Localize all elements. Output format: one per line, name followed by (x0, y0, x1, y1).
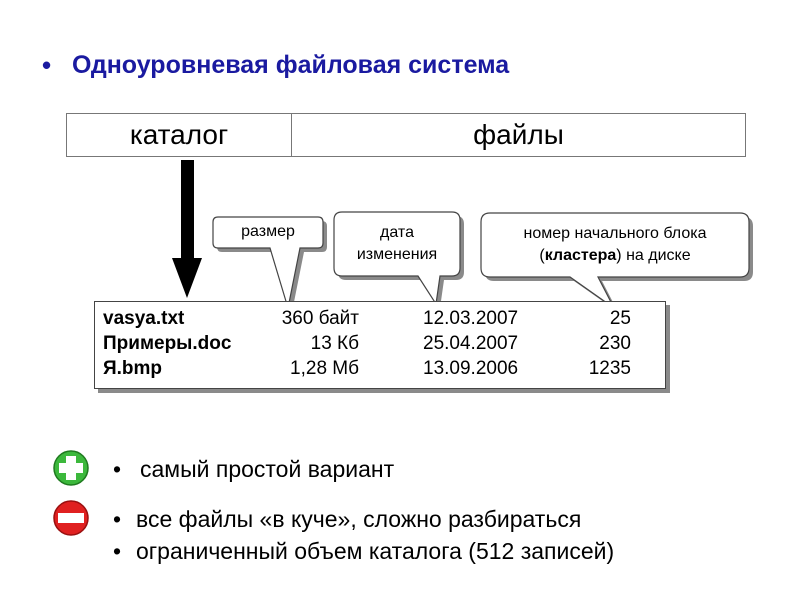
file-date: 25.04.2007 (423, 333, 519, 354)
file-row (95, 333, 665, 357)
con-text: все файлы «в куче», сложно разбираться (136, 506, 582, 532)
file-listing (94, 301, 666, 389)
date-callout-line2: изменения (356, 246, 438, 263)
file-size: 1,28 Мб (290, 358, 359, 379)
block-callout-rest: ) на диске (616, 247, 691, 264)
con-bullet: • (113, 506, 122, 532)
con-bullet: • (113, 538, 122, 564)
title-bullet: • (42, 50, 52, 80)
file-date: 12.03.2007 (423, 308, 519, 329)
pro-bullet: • (113, 456, 122, 482)
minus-circle-icon (54, 501, 88, 535)
file-size: 360 байт (281, 308, 359, 329)
pro-text: самый простой вариант (140, 456, 395, 482)
block-callout-line1: номер начального блока (523, 225, 707, 242)
date-callout-line1: дата (380, 224, 414, 241)
size-callout-label: размер (241, 223, 295, 240)
file-name: Я.bmp (103, 358, 163, 379)
block-callout-bold: кластера (544, 247, 617, 264)
con-text: ограниченный объем каталога (512 записей) (136, 538, 615, 564)
file-block: 25 (609, 308, 631, 329)
plus-circle-icon (54, 451, 88, 485)
file-block: 1235 (588, 358, 631, 379)
catalog-cell: каталог (67, 114, 292, 156)
file-row (95, 358, 665, 382)
block-callout-open: ( (539, 247, 545, 264)
file-date: 13.09.2006 (423, 358, 519, 379)
page-title: Одноуровневая файловая система (72, 51, 510, 79)
block-callout-line2 (481, 245, 749, 267)
date-callout-label (334, 222, 460, 266)
file-name: Примеры.doc (103, 333, 232, 354)
file-name: vasya.txt (103, 308, 185, 329)
file-row (95, 308, 665, 332)
block-callout-label (481, 223, 749, 267)
file-block: 230 (599, 333, 631, 354)
file-size: 13 Кб (310, 333, 359, 354)
down-arrow-icon (172, 160, 202, 298)
files-cell: файлы (473, 119, 564, 150)
